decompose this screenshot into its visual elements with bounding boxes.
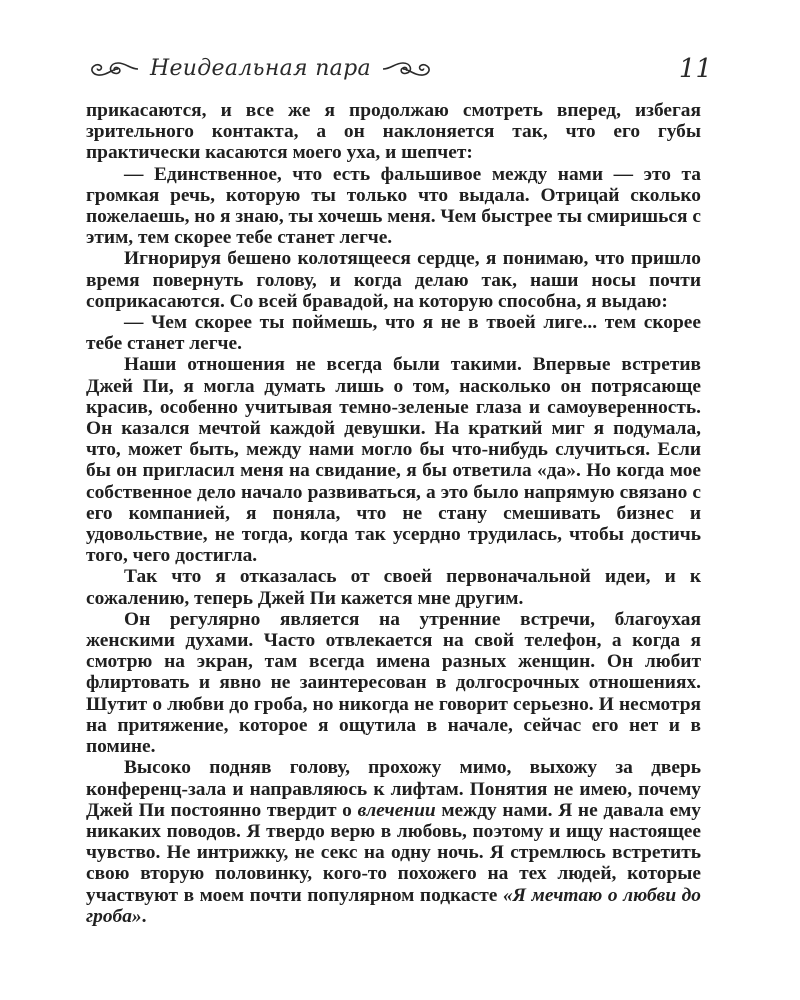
swirl-ornament-right-icon xyxy=(381,57,433,81)
page-header xyxy=(88,56,712,96)
paragraph: — Единственное, что есть фальшивое между нами — это та громкая речь, которую ты только что выдала. Отрицай сколько пожелаешь, но я знаю, ты хочешь меня. Чем быстрее ты смиришься с этим, тем скорее тебе станет легче. xyxy=(86,163,701,249)
swirl-ornament-left-icon xyxy=(88,57,140,81)
paragraph-text: между нами. Я не давала ему никаких поводов. Я твердо верю в любовь, поэтому и ищу настоящее чувство. Не интрижку, не секс на одну ночь. Я стремлюсь встретить свою вторую половинку, кого-то похожего на тех людей, которые участвуют в моем почти популярном подкасте xyxy=(86,799,701,906)
paragraph: прикасаются, и все же я продолжаю смотреть вперед, избегая зрительного контакта, а он наклоняется так, что его губы практически касаются моего уха, и шепчет: xyxy=(86,100,701,164)
paragraph-text: Высоко подняв голову, прохожу мимо, выхожу за дверь конференц-зала и направляюсь к лифтам. Понятия не имею, почему Джей Пи постоянно твердит о xyxy=(86,757,701,821)
body-text xyxy=(86,100,701,927)
paragraph xyxy=(86,757,701,927)
paragraph: Так что я отказалась от своей первоначальной идеи, и к сожалению, теперь Джей Пи кажется мне другим. xyxy=(86,566,701,609)
page-number: 11 xyxy=(678,54,712,84)
paragraph: — Чем скорее ты поймешь, что я не в твоей лиге... тем скорее тебе станет легче. xyxy=(86,312,701,355)
paragraph-text: . xyxy=(141,905,147,927)
running-title-text: Неидеальная пара xyxy=(150,56,371,81)
paragraph: Он регулярно является на утренние встречи, благоухая женскими духами. Часто отвлекается на свой телефон, а когда я смотрю на экран, там всегда имена разных женщин. Он любит флиртовать и явно не заинтересован в долгосрочных отношениях. Шутит о любви до гроба, но никогда не говорит серьезно. И несмотря на притяжение, которое я ощутила в начале, сейчас его нет и в помине. xyxy=(86,608,701,758)
podcast-title: «Я мечтаю о любви до гроба» xyxy=(86,884,701,927)
paragraph: Игнорируя бешено колотящееся сердце, я понимаю, что пришло время повернуть голову, и когда делаю так, наши носы почти соприкасаются. Со всей бравадой, на которую способна, я выдаю: xyxy=(86,248,701,312)
italic-emphasis: влечении xyxy=(357,799,436,821)
paragraph: Наши отношения не всегда были такими. Впервые встретив Джей Пи, я могла думать лишь о том, насколько он потрясающе красив, особенно учитывая темно-зеленые глаза и самоуверенность. Он казался мечтой каждой девушки. На краткий миг я подумала, что, может быть, между нами могло бы что-нибудь случиться. Если бы он пригласил меня на свидание, я бы ответила «да». Но когда мое собственное дело начало развиваться, а это было напрямую связано с его компанией, я поняла, что не стану смешивать бизнес и удовольствие, не тогда, когда так усердно трудилась, чтобы достичь того, чего достигла. xyxy=(86,354,701,567)
running-title xyxy=(88,56,433,81)
